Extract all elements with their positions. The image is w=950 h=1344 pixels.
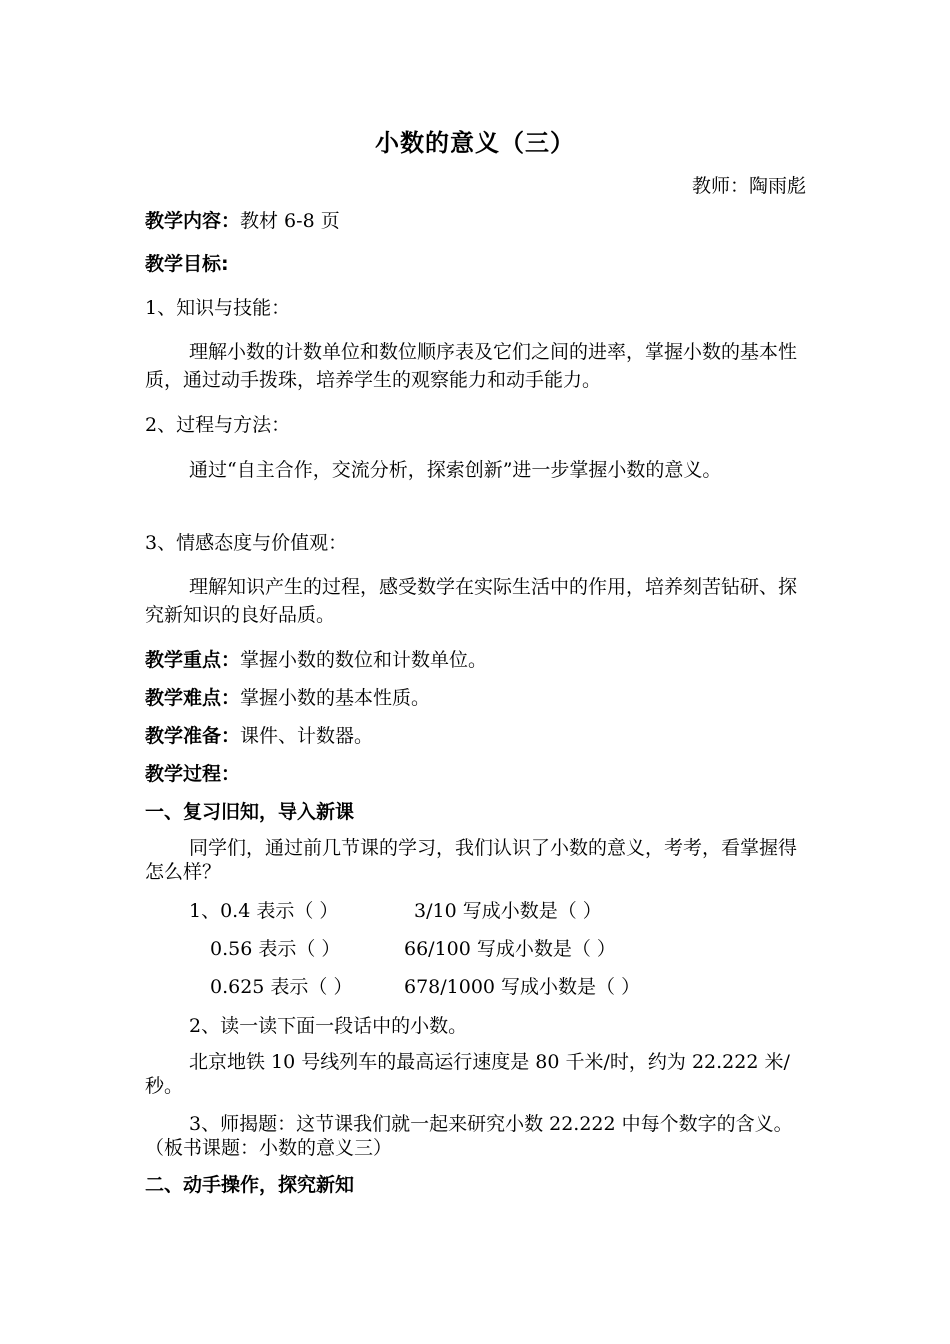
question-1a: 1、0.4 表示（ ）	[189, 900, 339, 922]
item-2: 2、读一读下面一段话中的小数。	[189, 1015, 468, 1037]
goal3-text: 理解知识产生的过程，感受数学在实际生活中的作用，培养刻苦钻研、探究新知识的良好品质。	[145, 576, 798, 626]
goal1-text: 理解小数的计数单位和数位顺序表及它们之间的进率，掌握小数的基本性质，通过动手拨珠，培养学生的观察能力和动手能力。	[145, 341, 798, 391]
goal2-heading: 2、过程与方法：	[145, 414, 291, 436]
question-3b: 678/1000 写成小数是（ ）	[404, 976, 641, 998]
goal3-heading: 3、情感态度与价值观：	[145, 532, 348, 554]
difficulty-value: 掌握小数的基本性质。	[240, 687, 431, 709]
page-title: 小数的意义（三）	[375, 129, 575, 157]
section1-intro: 同学们，通过前几节课的学习，我们认识了小数的意义，考考，看掌握得怎么样？	[145, 837, 798, 883]
content-label: 教学内容：	[145, 210, 241, 232]
item-3: 3、师揭题：这节课我们就一起来研究小数 22.222 中每个数字的含义。（板书课题：小数的意义三）	[145, 1113, 793, 1159]
question-2b: 66/100 写成小数是（ ）	[404, 938, 616, 960]
section1-heading: 一、复习旧知，导入新课	[145, 801, 355, 823]
difficulty-label: 教学难点：	[145, 687, 241, 709]
question-2a: 0.56 表示（ ）	[210, 938, 341, 960]
key-point-line	[145, 647, 487, 673]
goal1-heading: 1、知识与技能：	[145, 297, 291, 319]
key-point-value: 掌握小数的数位和计数单位。	[240, 649, 488, 671]
goals-label: 教学目标:	[145, 253, 229, 275]
difficulty-line	[145, 685, 430, 711]
process-label: 教学过程：	[145, 763, 241, 785]
section2-heading: 二、动手操作，探究新知	[145, 1174, 355, 1196]
content-line	[145, 208, 340, 234]
prep-line	[145, 723, 373, 749]
item-2-text: 北京地铁 10 号线列车的最高运行速度是 80 千米/时，约为 22.222 米/秒。	[145, 1051, 790, 1097]
content-value: 教材 6-8 页	[240, 210, 340, 232]
prep-label: 教学准备：	[145, 725, 241, 747]
teacher-name: 教师：陶雨彪	[691, 175, 806, 197]
question-1b: 3/10 写成小数是（ ）	[414, 900, 602, 922]
prep-value: 课件、计数器。	[240, 725, 374, 747]
key-point-label: 教学重点：	[145, 649, 241, 671]
goal2-text: 通过“自主合作，交流分析，探索创新”进一步掌握小数的意义。	[189, 459, 722, 481]
question-3a: 0.625 表示（ ）	[210, 976, 353, 998]
